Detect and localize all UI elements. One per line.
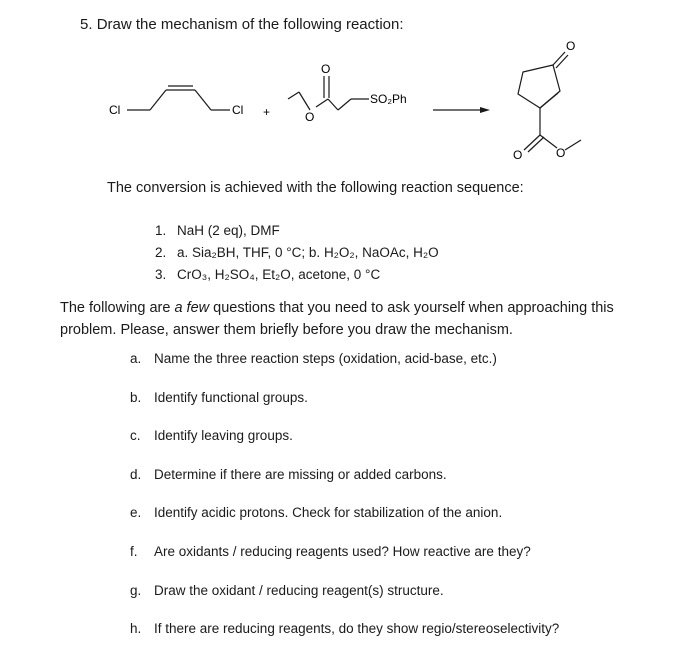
question-item: b. Identify functional groups. <box>130 389 308 405</box>
conversion-intro: The conversion is achieved with the following reaction sequence: <box>107 180 524 196</box>
reaction-step: 1. NaH (2 eq), DMF <box>155 223 280 238</box>
sulfonyl-ester-structure <box>288 76 369 110</box>
question-item: d. Determine if there are missing or added carbons. <box>130 466 447 482</box>
instructions-line-1: The following are a few questions that you need to ask yourself when approaching this <box>60 300 614 316</box>
question-item: a. Name the three reaction steps (oxidation, acid-base, etc.) <box>130 351 497 366</box>
reaction-step: 2. a. Sia₂BH, THF, 0 °C; b. H₂O₂, NaOAc, H₂O <box>155 245 439 260</box>
question-item: e. Identify acidic protons. Check for stabilization of the anion. <box>130 505 503 521</box>
question-item: h. If there are reducing reagents, do they show regio/stereoselectivity? <box>130 621 560 637</box>
instructions-paragraph <box>60 297 614 341</box>
reaction-scheme <box>0 40 691 170</box>
guiding-questions-list <box>130 351 559 660</box>
reaction-steps-list <box>155 220 439 286</box>
dichlorobutene-structure <box>127 86 230 110</box>
product-carbonyl-oxygen-label: O <box>513 148 523 162</box>
question-item: f. Are oxidants / reducing reagents used? How reactive are they? <box>130 543 531 559</box>
reaction-step: 3. CrO₃, H₂SO₄, Et₂O, acetone, 0 °C <box>155 267 381 282</box>
product-ester-oxygen-label: O <box>556 146 566 160</box>
sulfonyl-group-label: SO₂Ph <box>370 92 407 106</box>
chlorine-right-label: Cl <box>232 103 244 117</box>
question-item: c. Identify leaving groups. <box>130 428 293 444</box>
question-number: 5. <box>80 16 93 33</box>
ester-oxygen-label: O <box>305 110 315 124</box>
product-structure <box>518 52 581 152</box>
question-heading <box>80 16 404 33</box>
carbonyl-oxygen-label: O <box>321 62 331 76</box>
chlorine-left-label: Cl <box>109 103 121 117</box>
plus-sign: + <box>263 105 271 119</box>
question-item: g. Draw the oxidant / reducing reagent(s) structure. <box>130 582 444 598</box>
question-prompt: Draw the mechanism of the following reaction: <box>96 16 404 33</box>
instructions-line-2: problem. Please, answer them briefly before you draw the mechanism. <box>60 322 513 338</box>
ketone-oxygen-label: O <box>566 40 576 53</box>
